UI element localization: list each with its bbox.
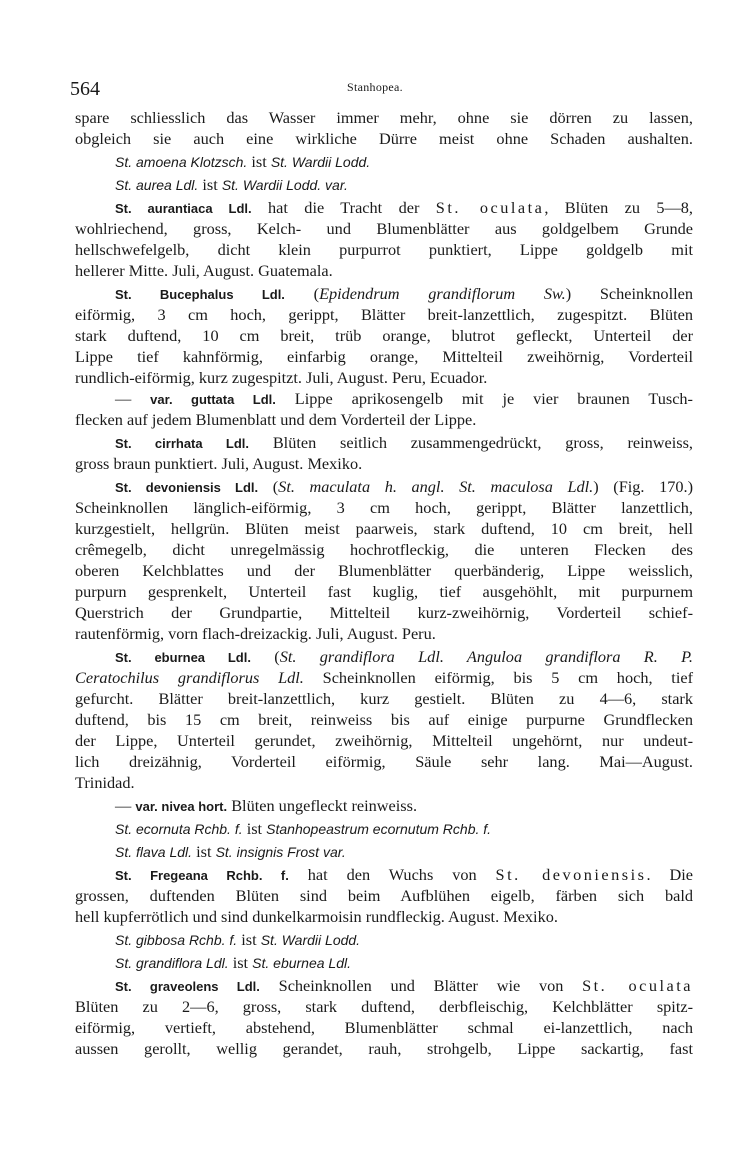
text-run: — — [115, 389, 151, 408]
synonym-italic: Ceratochilus grandiflorus Ldl. — [75, 668, 304, 687]
taxon-name: St. Fregeana Rchb. f. — [115, 868, 289, 883]
text-run: Scheinknollen eiförmig, bis 5 cm hoch, tief — [303, 668, 693, 687]
taxon-name: St. eburnea Ldl. — [115, 650, 251, 665]
running-head: Stanhopea. — [347, 80, 403, 94]
text-run: ist — [228, 953, 253, 972]
text-run: Blüten ungefleckt reinweiss. — [227, 796, 418, 815]
text-run: ist — [247, 152, 271, 171]
entry-variety — [115, 795, 417, 816]
entry-synonym — [115, 174, 348, 195]
taxon-name: St. cirrhata Ldl. — [115, 436, 250, 451]
entry-heading — [115, 197, 693, 218]
taxon-ref: St. oculata — [435, 198, 545, 217]
text-line: rundlich-eiförmig, kurz zugespitzt. Juli, August. Peru, Ecuador. — [75, 368, 488, 387]
text-line: kurzgestielt, hellgrün. Blüten meist paarweis, stark duftend, 10 cm breit, hell — [75, 519, 693, 538]
taxon-name: St. gibbosa Rchb. f. — [115, 932, 238, 948]
text-run: Lippe aprikosengelb mit je vier braunen Tusch- — [275, 389, 693, 408]
text-run: Blüten seitlich zusammengedrückt, gross, reinweiss, — [249, 433, 694, 452]
taxon-name: St. Bucephalus Ldl. — [115, 287, 285, 302]
text-run: Scheinknollen und Blätter wie von — [259, 976, 583, 995]
text-run: ist — [242, 819, 267, 838]
synonym-italic: St. grandiflora Ldl. Anguloa grandiflora R. P. — [279, 647, 693, 666]
taxon-name: St. graveolens Ldl. — [115, 979, 260, 994]
entry-heading — [115, 283, 693, 304]
taxon-name: St. aurea Ldl. — [115, 177, 199, 193]
text-line: rautenförmig, vorn flach-dreizackig. Juli, August. Peru. — [75, 624, 436, 643]
taxon-name: St. aurantiaca Ldl. — [115, 201, 252, 216]
taxon-name: St. flava Ldl. — [115, 844, 193, 860]
taxon-name: St. eburnea Ldl. — [252, 955, 352, 971]
text-run: ( — [250, 647, 280, 666]
text-line — [75, 667, 693, 688]
text-line: Blüten zu 2—6, gross, stark duftend, derbfleischig, Kelchblätter spitz- — [75, 997, 693, 1016]
taxon-name: Stanhopeastrum ecornutum Rchb. f. — [266, 821, 492, 837]
text-run: ) Scheinknollen — [565, 284, 693, 303]
text-line: Trinidad. — [75, 773, 135, 792]
text-run: ist — [237, 930, 261, 949]
taxon-name: St. amoena Klotzsch. — [115, 154, 248, 170]
entry-heading — [115, 864, 693, 885]
text-line: gross braun punktiert. Juli, August. Mexiko. — [75, 454, 363, 473]
taxon-name: St. Wardii Lodd. var. — [221, 177, 348, 193]
synonym-italic: Epidendrum grandiflorum Sw. — [319, 284, 566, 303]
text-line: eiförmig, vertieft, abstehend, Blumenblätter schmal ei-lanzettlich, nach — [75, 1018, 693, 1037]
synonym-italic: St. maculata h. angl. St. maculosa Ldl. — [278, 477, 594, 496]
text-line: gefurcht. Blätter breit-lanzettlich, kurz gestielt. Blüten zu 4—6, stark — [75, 689, 693, 708]
text-line: flecken auf jedem Blumenblatt und dem Vorderteil der Lippe. — [75, 410, 477, 429]
entry-synonym — [115, 841, 346, 862]
text-line: spare schliesslich das Wasser immer mehr, ohne sie dörren zu lassen, — [75, 108, 693, 127]
taxon-name: St. grandiflora Ldl. — [115, 955, 229, 971]
text-run: hat den Wuchs von — [288, 865, 496, 884]
text-line: Querstrich der Grundpartie, Mittelteil kurz-zweihörnig, Vorderteil schief- — [75, 603, 693, 622]
entry-heading — [115, 975, 693, 996]
taxon-name: var. guttata Ldl. — [150, 392, 276, 407]
text-line: eiförmig, 3 cm hoch, gerippt, Blätter breit-lanzettlich, zugespitzt. Blüten — [75, 305, 693, 324]
text-run: — — [115, 796, 136, 815]
text-run: ) (Fig. 170.) — [593, 477, 694, 496]
text-line: Scheinknollen länglich-eiförmig, 3 cm hoch, gerippt, Blätter lanzettlich, — [75, 498, 693, 517]
text-run: ist — [198, 175, 222, 194]
text-line: der Lippe, Unterteil gerundet, zweihörnig, Mittelteil ungehörnt, nur undeut- — [75, 731, 693, 750]
text-line: stark duftend, 10 cm breit, trüb orange, blutrot gefleckt, Unterteil der — [75, 326, 693, 345]
text-run: . Die — [646, 865, 693, 884]
taxon-name: var. nivea hort. — [135, 799, 228, 814]
taxon-name: St. devoniensis Ldl. — [115, 480, 259, 495]
entry-heading — [115, 432, 693, 453]
text-run: hat die Tracht der — [251, 198, 436, 217]
text-line: Lippe tief kahnförmig, einfarbig orange, Mittelteil zweihörnig, Vorderteil — [75, 347, 693, 366]
page-number: 564 — [70, 78, 100, 100]
text-line: duftend, bis 15 cm breit, reinweiss bis auf einige purpurne Grundflecken — [75, 710, 693, 729]
taxon-name: St. Wardii Lodd. — [260, 932, 361, 948]
text-line: lich dreizähnig, Vorderteil eiförmig, Säule sehr lang. Mai—August. — [75, 752, 693, 771]
taxon-name: St. ecornuta Rchb. f. — [115, 821, 243, 837]
entry-synonym — [115, 929, 360, 950]
text-line: hell kupferrötlich und sind dunkelkarmoisin rundfleckig. August. Mexiko. — [75, 907, 558, 926]
taxon-ref: St. oculata — [582, 976, 693, 995]
taxon-name: St. insignis Frost var. — [215, 844, 346, 860]
entry-synonym — [115, 952, 351, 973]
entry-variety — [115, 388, 693, 409]
entry-heading — [115, 646, 693, 667]
text-run: , Blüten zu 5—8, — [544, 198, 694, 217]
text-line: aussen gerollt, wellig gerandet, rauh, strohgelb, Lippe sackartig, fast — [75, 1039, 693, 1058]
text-line: grossen, duftenden Blüten sind beim Aufblühen eigelb, färben sich bald — [75, 886, 693, 905]
text-line: hellerer Mitte. Juli, August. Guatemala. — [75, 261, 333, 280]
text-line: hellschwefelgelb, dicht klein purpurrot punktiert, Lippe goldgelb mit — [75, 240, 693, 259]
text-line: wohlriechend, gross, Kelch- und Blumenblätter aus goldgelbem Grunde — [75, 219, 693, 238]
entry-heading — [115, 476, 693, 497]
taxon-name: St. Wardii Lodd. — [270, 154, 371, 170]
text-run: ist — [192, 842, 216, 861]
taxon-ref: St. devoniensis — [495, 865, 647, 884]
text-line: obgleich sie auch eine wirkliche Dürre meist ohne Schaden aushalten. — [75, 129, 693, 148]
text-run: ( — [258, 477, 279, 496]
text-line: purpurn gesprenkelt, Unterteil fast kuglig, tief ausgehöhlt, mit purpurnem — [75, 582, 693, 601]
entry-synonym — [115, 151, 370, 172]
entry-synonym — [115, 818, 491, 839]
text-line: oberen Kelchblattes und der Blumenblätter querbänderig, Lippe weisslich, — [75, 561, 693, 580]
text-line: crêmegelb, dicht unregelmässig hochrotfleckig, die unteren Flecken des — [75, 540, 693, 559]
text-run: ( — [284, 284, 320, 303]
